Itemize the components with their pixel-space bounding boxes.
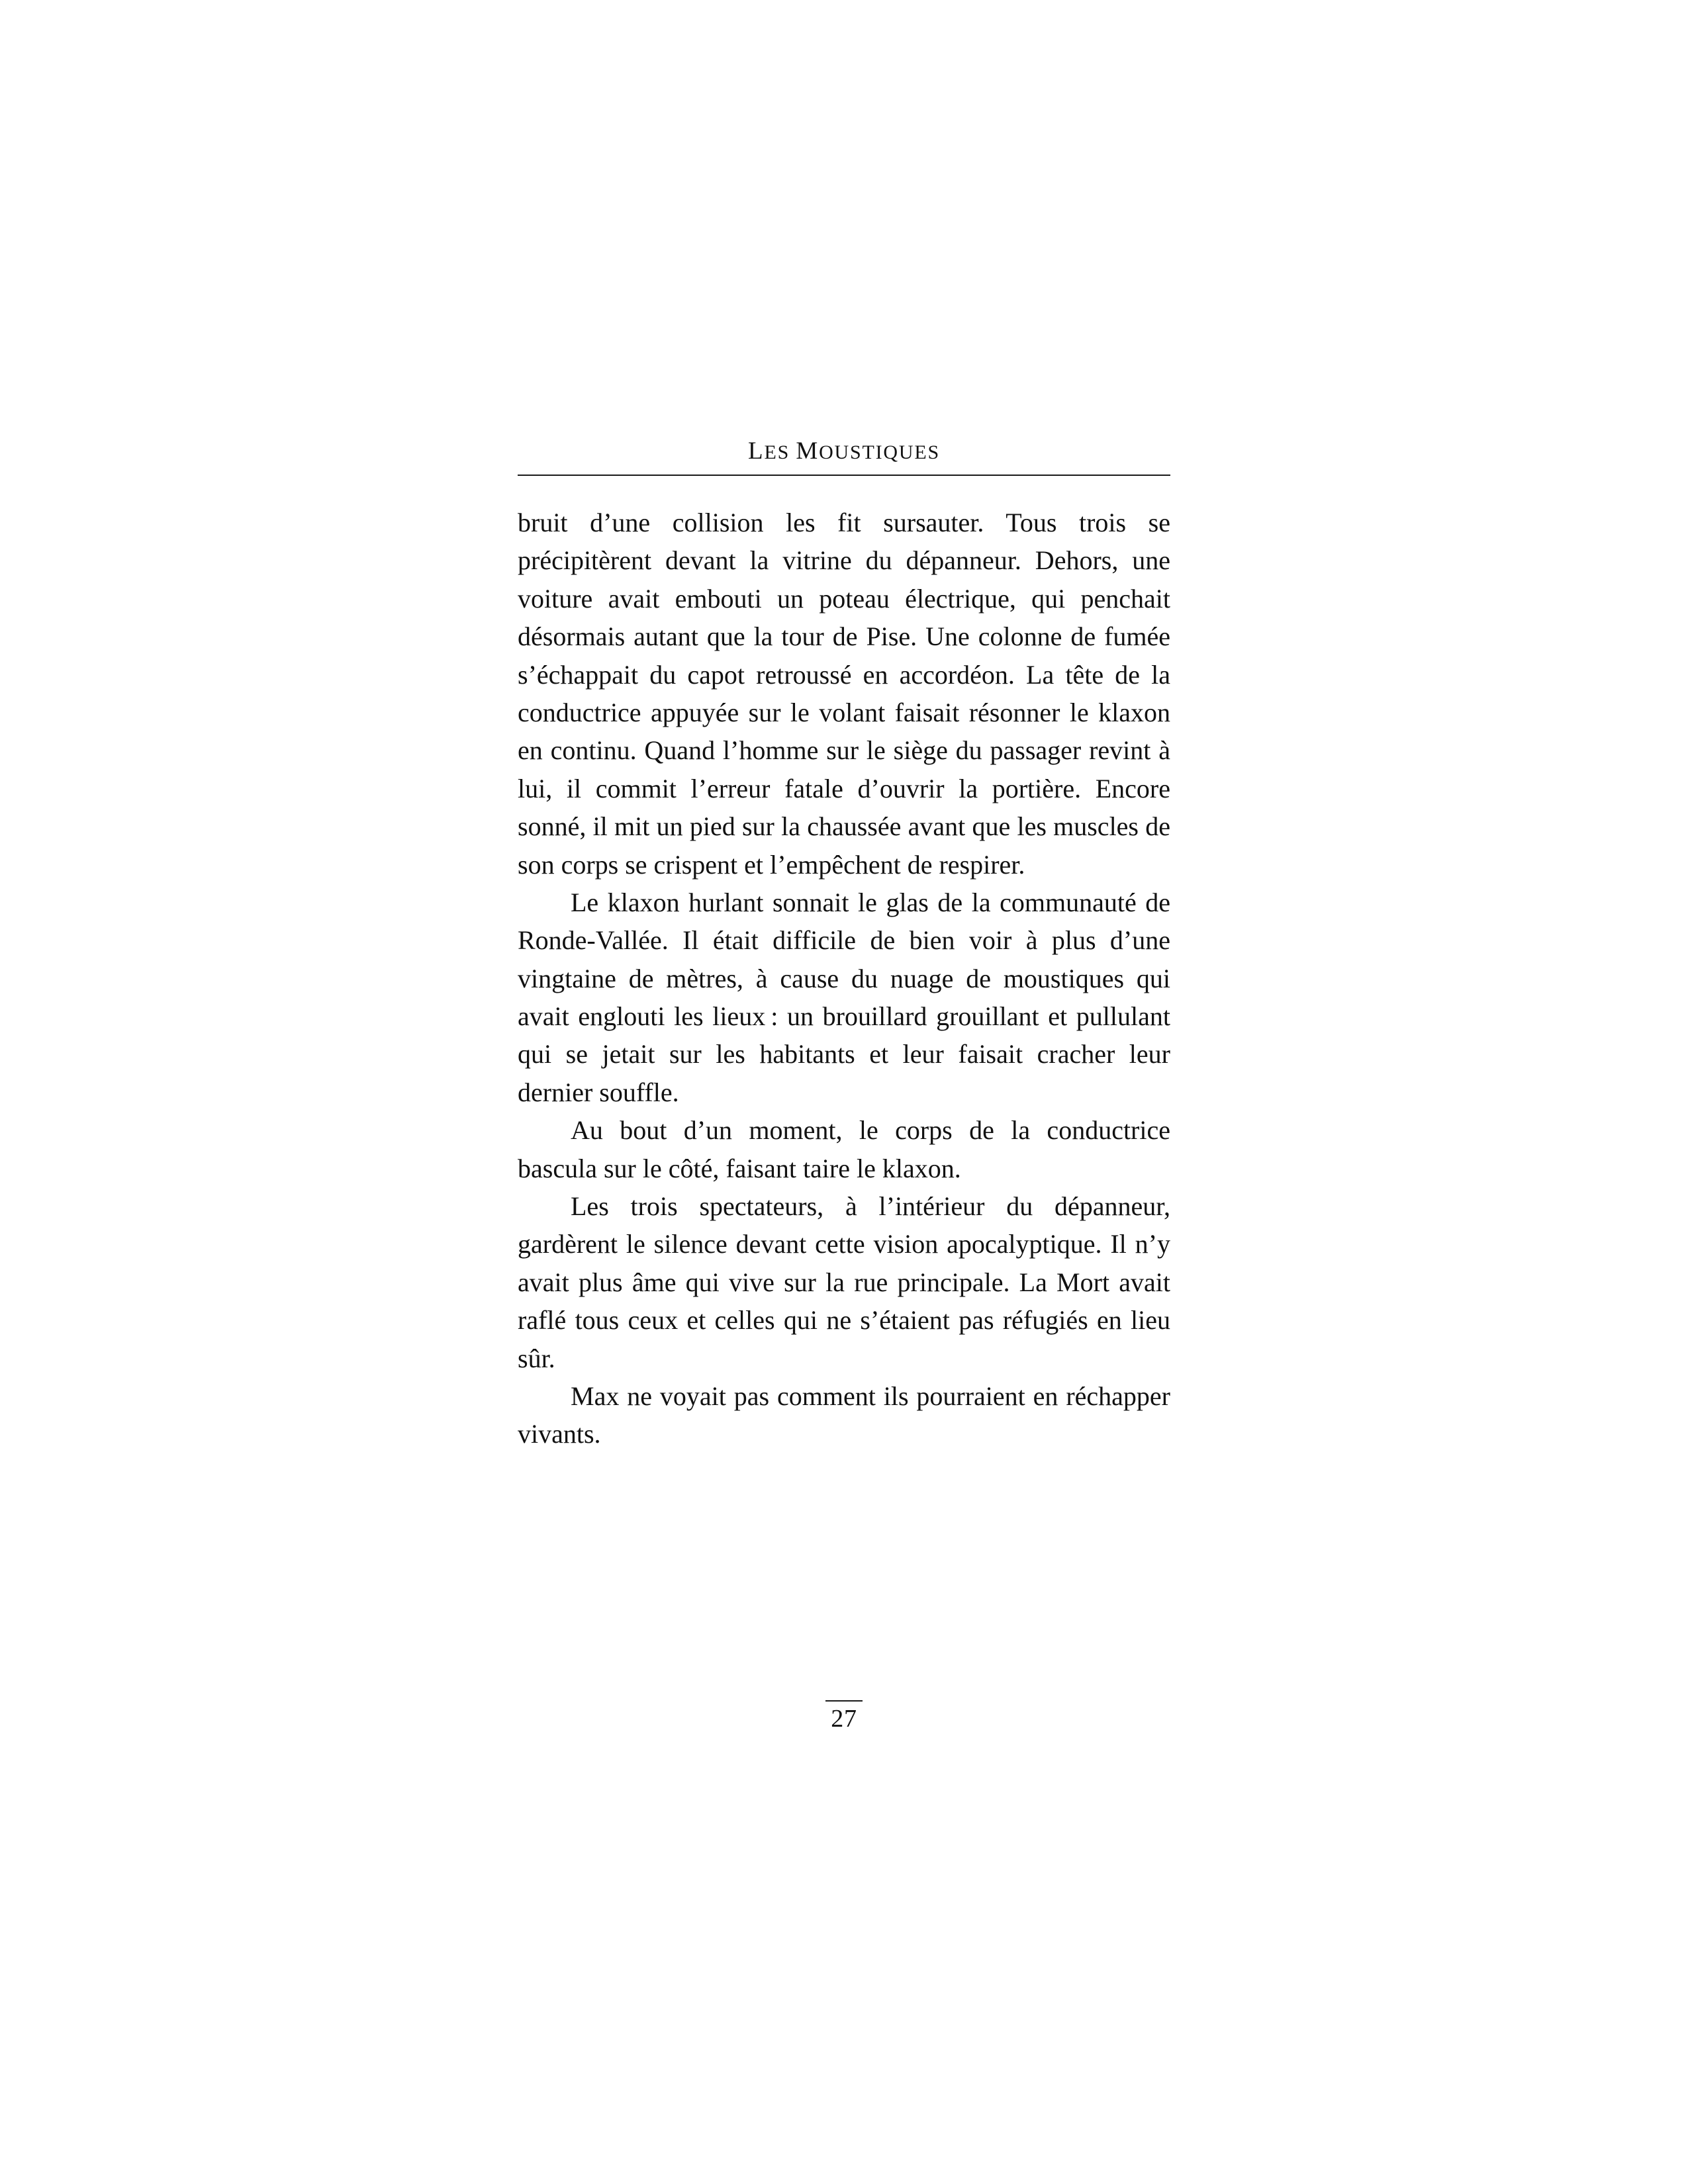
paragraph: Le klaxon hurlant sonnait le glas de la communauté de Ronde-Vallée. Il était difficile de bien voir à plus d’une vingtaine de mètres, à cause du nuage de moustiques qui avait englouti les lieux : un brouillard grouillant et pullulant qui se jetait sur les habitants et leur faisait cracher leur dernier souffle. (518, 887, 1170, 1107)
running-head-text: LES MOUSTIQUES (748, 437, 940, 465)
page-number: 27 (831, 1705, 857, 1733)
running-head (518, 437, 1170, 475)
paragraph: bruit d’une collision les fit sursauter. Tous trois se précipitèrent devant la vitrine du dépanneur. Dehors, une voiture avait embouti un poteau électrique, qui penchait désormais autant que la tour de Pise. Une colonne de fumée s’échappait du capot retroussé en accordéon. La tête de la conductrice appuyée sur le volant faisait résonner le klaxon en continu. Quand l’homme sur le siège du passager revint à lui, il commit l’erreur fatale d’ouvrir la portière. Encore sonné, il mit un pied sur la chaussée avant que les muscles de son corps se crispent et l’empêchent de respirer. (518, 508, 1170, 880)
paragraph: Au bout d’un moment, le corps de la conductrice bascula sur le côté, faisant taire le klaxon. (518, 1115, 1170, 1183)
paragraph: Les trois spectateurs, à l’intérieur du dépanneur, gardèrent le silence devant cette vision apocalyptique. Il n’y avait plus âme qui vive sur la rue principale. La Mort avait raflé tous ceux et celles qui ne s’étaient pas réfugiés en lieu sûr. (518, 1191, 1170, 1373)
folio-rule (825, 1700, 863, 1702)
body-text (518, 504, 1170, 1453)
folio (518, 1694, 1170, 1731)
paragraph: Max ne voyait pas comment ils pourraient en réchapper vivants. (518, 1381, 1170, 1449)
text-column (518, 437, 1170, 1453)
header-rule (518, 475, 1170, 476)
